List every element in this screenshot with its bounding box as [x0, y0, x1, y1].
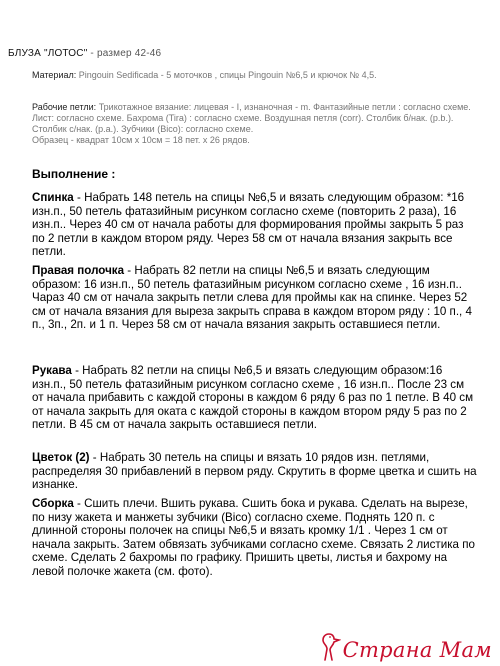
size-text: - размер 42-46 [87, 48, 162, 59]
section-title: Спинка [32, 191, 74, 204]
section-sleeves [32, 364, 477, 432]
section-text: - Набрать 82 петли на спицы №6,5 и вязать следующим образом: 16 изн.п., 50 петель фатазийным рисунком согласно схеме , 16 изн.п.. Чараз 40 см от начала закрыть петли слева для проймы как на спинке. Через 52 см от начала вязания для выреза закрыть справа в каждом втором ряду : 10 п., 4 п., 3п., 2п. и 1 п. Через 58 см от начала вязания закрыть оставшиеся петли. [32, 264, 472, 332]
stitches-text: Трикотажное вязание: лицевая - I, изнаночная - m. Фантазийные петли : согласно схеме. Лист: согласно схеме. Бахрома (Tira) : согласно схеме. Воздушная петля (corr). Столбик б/нак. (p.b.). Столбик с/нак. (p.a.). Зубчики (Bico): согласно схеме. [32, 102, 471, 134]
section-back [32, 191, 477, 259]
section-text: - Набрать 82 петли на спицы №6,5 и вязать следующим образом:16 изн.п., 50 петель фатазийным рисунком согласно схеме , 16 изн.п.. После 23 см от начала прибавить с каждой стороны в каждом 6 ряду 6 раз по 1 петле. В 40 см от начала закрыть для оката с каждой стороны в каждом втором ряду 5 раз по 2 петли. В 45 см от начала закрыть оставшиеся петли. [32, 364, 474, 432]
sample-text: Образец - квадрат 10см х 10см = 18 пет. х 26 рядов. [32, 135, 250, 145]
section-flower [32, 451, 477, 492]
section-text: - Сшить плечи. Вшить рукава. Сшить бока и рукава. Сделать на вырезе, по низу жакета и манжеты зубчики (Bico) согласно схеме. Поднять 120 п. с длинной стороны полочек на спицы №6,5 и вязать кромку 1/1 . Через 1 см от начала закрыть. Затем обвязать зубчиками согласно схеме. Связать 2 листика по схеме. Сделать 2 бахромы по графику. Пришить цветы, листья и бахрому на левой полочке жакета (см. фото). [32, 497, 475, 578]
section-title: Цветок (2) [32, 451, 90, 464]
section-text: - Набрать 30 петель на спицы и вязать 10 рядов изн. петлями, распределяя 30 прибавлений в первом ряду. Скрутить в форме цветка и сшить на изнанке. [32, 451, 477, 492]
material-paragraph [32, 70, 472, 81]
stitches-paragraph [32, 102, 472, 146]
material-label: Материал: [32, 70, 77, 80]
section-assembly [32, 497, 477, 579]
watermark [317, 632, 492, 662]
section-title: Сборка [32, 497, 74, 510]
section-title: Правая полочка [32, 264, 125, 277]
section-right-front [32, 264, 477, 332]
stitches-label: Рабочие петли: [32, 102, 97, 112]
title-text: БЛУЗА "ЛОТОС" [8, 48, 88, 59]
watermark-text: Страна Мам [342, 638, 492, 662]
section-text: - Набрать 148 петель на спицы №6,5 и вязать следующим образом: *16 изн.п., 50 петель фатазийным рисунком согласно схеме (повторить 2 раза), 16 изн.п.. Через 40 см от начала работы для формирования проймы закрыть 5 раз по 2 петли в каждом втором ряду. Через 58 см от начала вязания закрыть все петли. [32, 191, 465, 259]
execution-heading: Выполнение : [32, 167, 116, 181]
section-title: Рукава [32, 364, 72, 377]
document-title [8, 48, 161, 59]
material-text: Pingouin Sedificada - 5 моточков , спицы Pingouin №6,5 и крючок № 4,5. [76, 70, 377, 80]
stork-icon [317, 632, 341, 662]
